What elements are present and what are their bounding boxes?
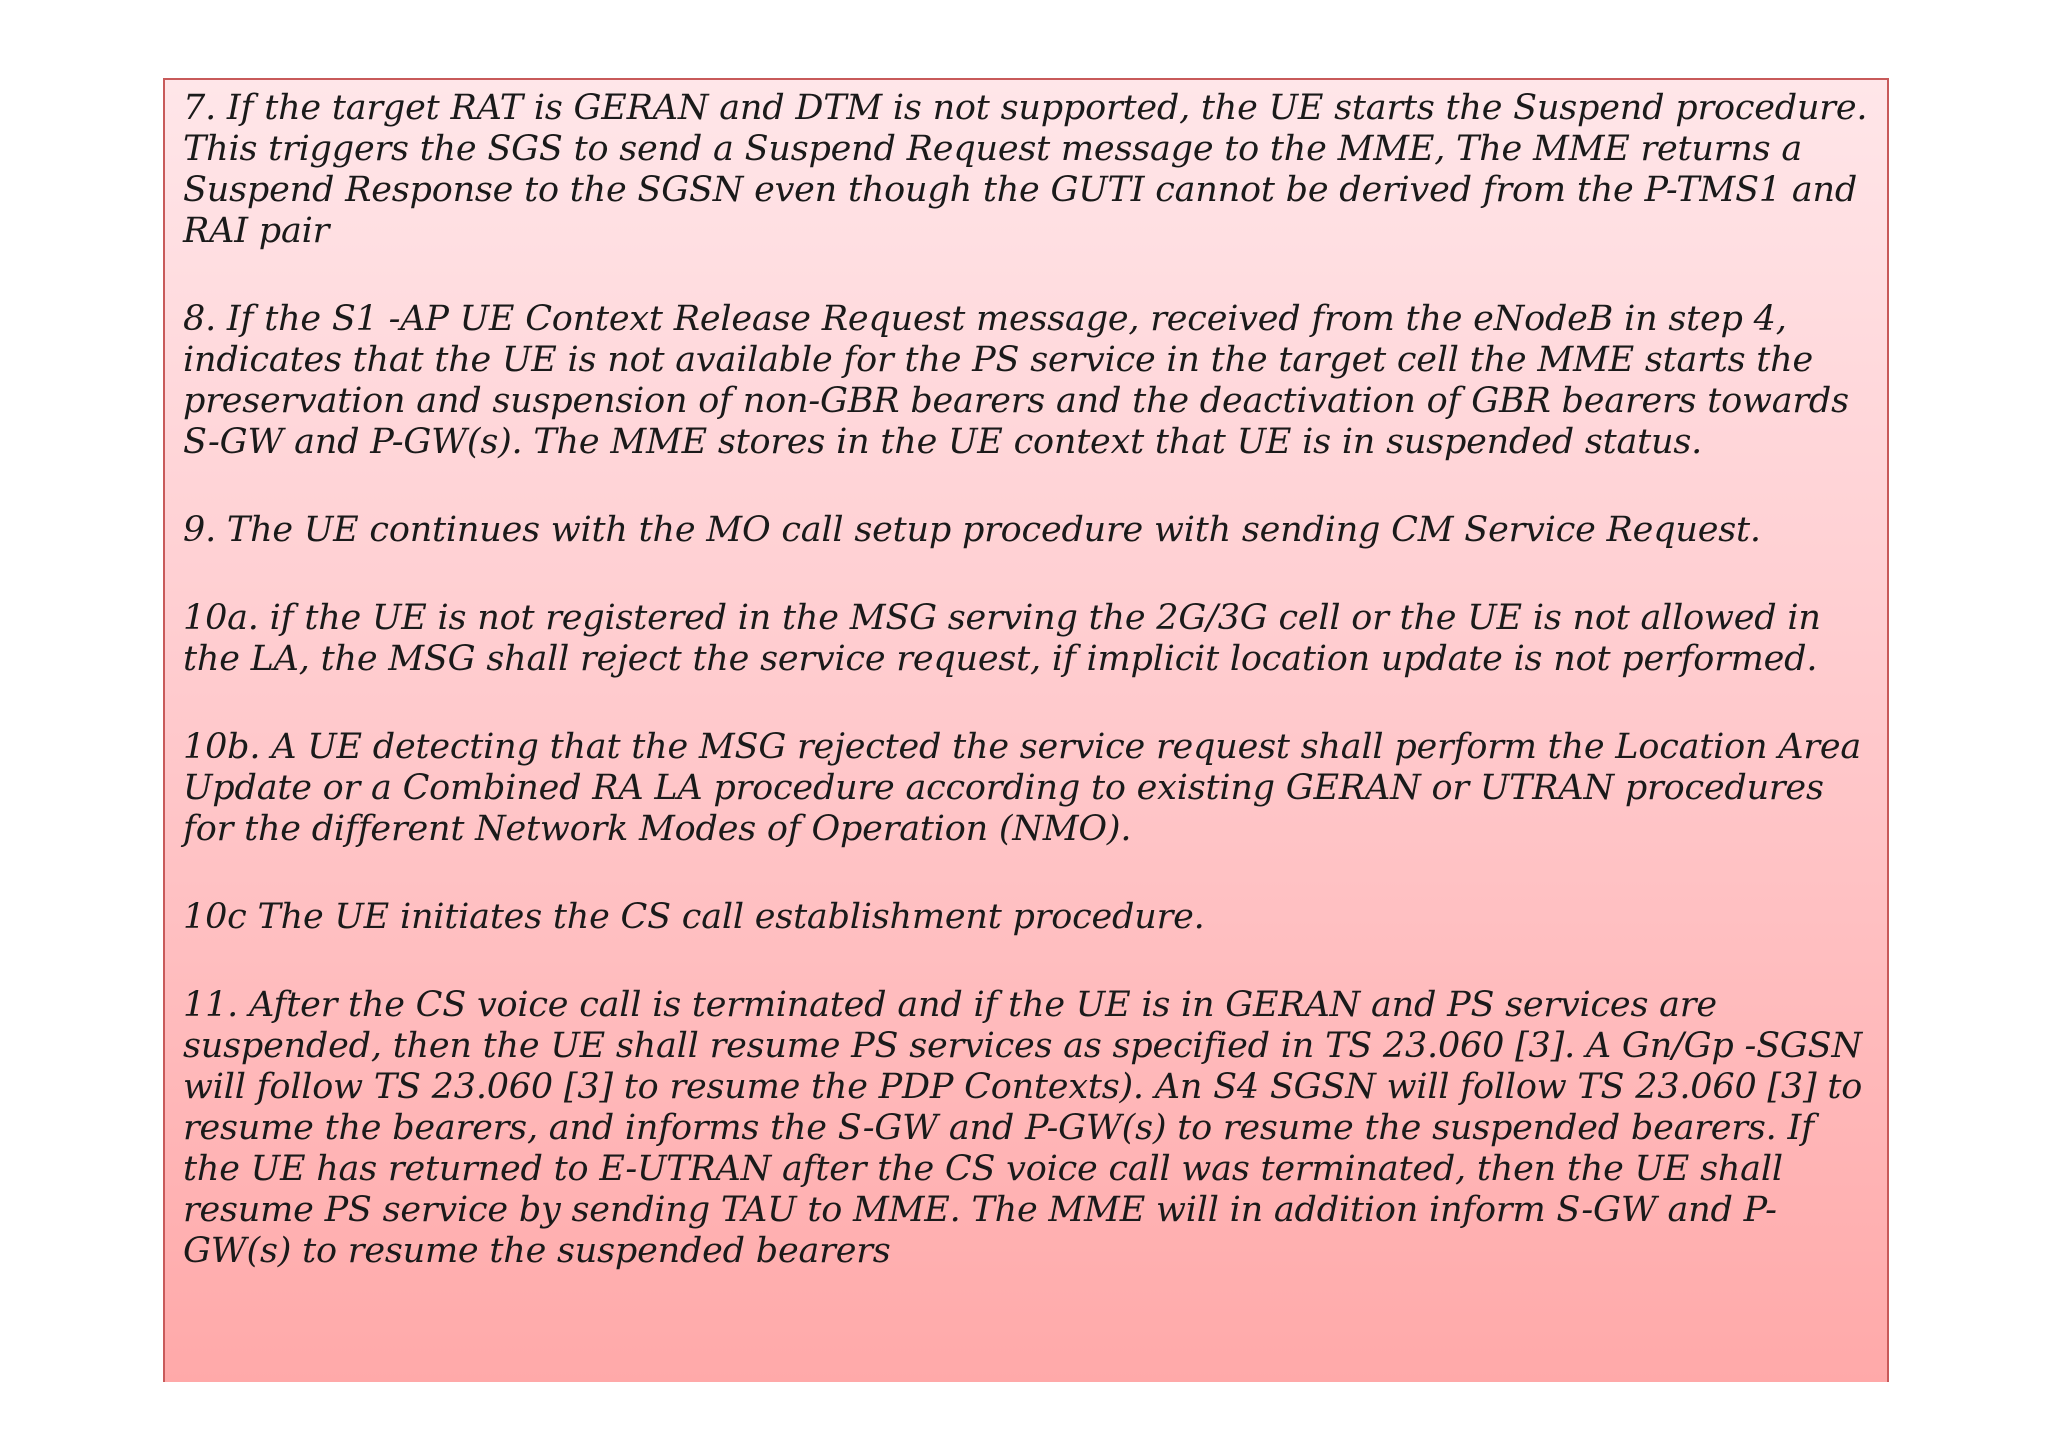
paragraph-step-10b: 10b. A UE detecting that the MSG rejected the service request shall perform the Location Area Update or a Combined RA LA procedure according to existing GERAN or UTRAN procedures for the different Network Modes of Operation (NMO).: [183, 727, 1872, 849]
paragraph-step-10a: 10a. if the UE is not registered in the MSG serving the 2G/3G cell or the UE is not allowed in the LA, the MSG shall reject the service request, if implicit location update is not performed.: [183, 598, 1832, 679]
paragraph-step-8: 8. If the S1 -AP UE Context Release Request message, received from the eNodeB in step 4, indicates that the UE is not available for the PS service in the target cell the MME starts the preservation and suspension of non-GBR bearers and the deactivation of GBR bearers towards S-GW and P-GW(s). The MME stores in the UE context that UE is in suspended status.: [183, 299, 1860, 462]
slide-text-box: [163, 78, 1889, 1382]
paragraph-step-7: 7. If the target RAT is GERAN and DTM is not supported, the UE starts the Suspend procedure. This triggers the SGS to send a Suspend Request message to the MME, The MME returns a Suspend Response to the SGSN even though the GUTI cannot be derived from the P-TMS1 and RAI pair: [183, 88, 1879, 251]
paragraph-step-11: 11. After the CS voice call is terminated and if the UE is in GERAN and PS services are suspended, then the UE shall resume PS services as specified in TS 23.060 [3]. A Gn/Gp -SGSN will follow TS 23.060 [3] to resume the PDP Contexts). An S4 SGSN will follow TS 23.060 [3] to resume the bearers, and informs the S-GW and P-GW(s) to resume the suspended bearers. If the UE has returned to E-UTRAN after the CS voice call was terminated, then the UE shall resume PS service by sending TAU to MME. The MME will in addition inform S-GW and P-GW(s) to resume the suspended bearers: [183, 985, 1874, 1271]
paragraph-step-10c: 10c The UE initiates the CS call establishment procedure.: [183, 897, 1205, 937]
paragraph-step-9: 9. The UE continues with the MO call setup procedure with sending CM Service Request.: [183, 510, 1761, 550]
